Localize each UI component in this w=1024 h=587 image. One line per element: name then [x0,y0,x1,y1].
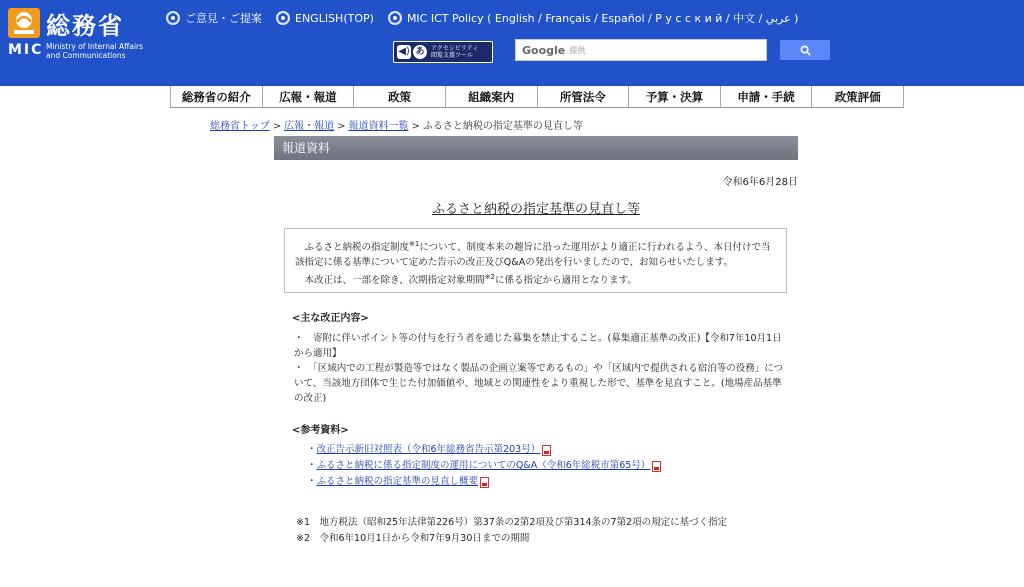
reference-item [307,458,661,474]
site-header [0,0,1024,86]
release-date: 令和6年6月28日 [722,177,798,188]
radio-bullet-icon [388,11,402,25]
pdf-icon [542,445,551,456]
accessibility-tool-label [431,45,478,59]
main-changes-heading: <主な改正内容> [292,313,369,324]
breadcrumb-separator: > [337,121,346,132]
global-nav [170,86,904,108]
pdf-icon [652,461,661,472]
nav-press[interactable]: 広報・報道 [262,86,354,107]
list-item: ・ 「区域内での工程が製造等ではなく製品の企画立案等であるもの」や「区域内で提供される宿泊等の役務」について、当該地方団体で生じた付加価値や、地域との関連性をより重視した形で、基準を見直すこと。(地場産品基準の改正) [294,363,784,404]
site-logo[interactable] [8,6,158,62]
breadcrumb-separator: > [272,121,282,132]
nav-organization[interactable]: 組織案内 [445,86,537,107]
main-changes-list [294,331,784,406]
refs-heading: <参考資料> [292,425,349,436]
footnote-ref: ※2 [484,273,495,282]
accessibility-tool-label-line2: 閲覧支援ツール [431,52,473,59]
list-bullet: ・ [307,444,317,455]
intro-text: について、制度本来の趣旨に沿った運用がより適正に行われるよう、本日付けで当該指定に係る基準について定めた告示の改正及びQ&Aの発出を行いましたので、お知らせいたします。 [295,242,771,269]
intro-paragraph-2 [295,270,776,288]
search-placeholder: 提供 [569,45,586,55]
breadcrumb-press-list[interactable]: 報道資料一覧 [348,121,409,132]
reference-link-qa[interactable]: ふるさと納税に係る指定制度の運用についてのQ&A（令和6年総税市第65号） [316,460,651,471]
top-link-feedback[interactable] [166,10,262,26]
list-bullet: ・ [307,460,317,471]
pdf-icon [480,477,489,488]
intro-text: ふるさと納税の指定制度 [304,242,410,254]
search-icon [800,45,811,56]
footnotes [296,515,727,547]
list-item: ・ 寄附に伴いポイント等の付与を行う者を通じた募集を禁止すること。(募集適正基準の改正)【令和7年10月1日から適用】 [294,333,782,359]
nav-budget[interactable]: 予算・決算 [628,86,720,107]
accessibility-tool-button[interactable] [393,41,493,63]
search-button[interactable] [780,40,830,60]
reference-list [307,442,661,490]
nav-laws[interactable]: 所管法令 [537,86,629,107]
reference-link-notice[interactable]: 改正告示新旧対照表（令和6年総務省告示第203号） [316,444,541,455]
radio-bullet-icon [166,11,180,25]
breadcrumb-current: ふるさと納税の指定基準の見直し等 [422,121,583,132]
search-input[interactable] [515,39,767,61]
logo-japanese: 総務省 [46,11,124,40]
footnote-ref: ※1 [409,240,420,248]
intro-text: に係る指定から適用となります。 [494,275,637,287]
accessibility-tool-label-line1: アクセシビリティ [431,45,479,52]
top-link-ict-policy[interactable] [388,10,799,26]
breadcrumb-home[interactable]: 総務省トップ [210,121,270,132]
top-link-label: ENGLISH(TOP) [295,11,374,25]
google-brand: Google [522,43,566,57]
intro-box [284,228,787,293]
logo-english-line2: and Communications [46,51,126,60]
top-links [166,9,812,27]
section-title: 報道資料 [274,136,798,160]
nav-evaluation[interactable]: 政策評価 [811,86,904,107]
breadcrumb-press[interactable]: 広報・報道 [284,121,335,132]
speaker-icon: ◀) [398,46,410,57]
footnote-2: ※2 令和6年10月1日から令和7年9月30日までの期間 [296,533,530,544]
page-title: ふるさと納税の指定基準の見直し等 [431,202,640,217]
reference-item [307,442,661,458]
reference-link-overview[interactable]: ふるさと納税の指定基準の見直し概要 [316,476,479,487]
intro-text: 本改正は、一部を除き、次期指定対象期間 [304,275,485,287]
mic-logo-icon [8,8,40,38]
logo-english [46,42,143,60]
top-link-label: ご意見・ご提案 [185,12,262,25]
nav-about[interactable]: 総務省の紹介 [170,86,262,107]
list-bullet: ・ [307,476,317,487]
top-link-label: MIC ICT Policy ( English / Français / Español / Р у с с к и й / 中文 / عربي ) [406,12,799,25]
footnote-1: ※1 地方税法（昭和25年法律第226号）第37条の2第2項及び第314条の7第2項の規定に基づく指定 [296,517,728,528]
logo-mic: MIC [8,42,44,58]
intro-paragraph-1 [295,237,776,270]
breadcrumb-separator: > [411,121,420,132]
nav-policy[interactable]: 政策 [353,86,445,107]
hiragana-a-icon: あ [413,45,427,59]
logo-english-line1: Ministry of Internal Affairs [46,42,144,51]
top-link-english[interactable] [276,11,374,25]
nav-applications[interactable]: 申請・手続 [720,86,812,107]
breadcrumb [210,117,583,132]
reference-item [307,474,661,490]
radio-bullet-icon [276,11,290,25]
